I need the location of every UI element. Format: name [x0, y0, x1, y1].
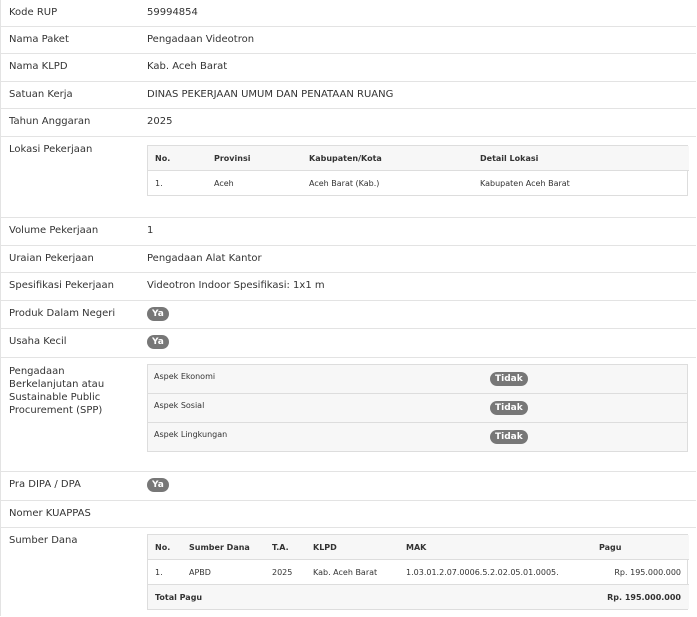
- pra-dipa-badge: Ya: [147, 478, 169, 492]
- row-nomer-kuappas: [1, 501, 696, 528]
- nomer-kuappas-value: [140, 501, 696, 527]
- uraian-pekerjaan-value: Pengadaan Alat Kantor: [147, 253, 262, 264]
- spp-aspects-container: [140, 358, 696, 471]
- kode-rup-value: 59994854: [147, 7, 198, 18]
- usaha-kecil-cell: [140, 329, 696, 357]
- row-spesifikasi-pekerjaan: [1, 273, 696, 301]
- total-pagu-label: Total Pagu: [155, 592, 203, 602]
- satuan-kerja-value: DINAS PEKERJAAN UMUM DAN PENATAAN RUANG: [147, 89, 394, 100]
- aspect-lingkungan-label: Aspek Lingkungan: [154, 430, 228, 439]
- lokasi-col-provinsi: Provinsi: [207, 146, 302, 171]
- lokasi-cell-no: 1.: [155, 178, 163, 188]
- sumber-cell-sumber-dana: APBD: [189, 567, 211, 577]
- row-satuan-kerja: [1, 82, 696, 109]
- spesifikasi-pekerjaan-label: Spesifikasi Pekerjaan: [9, 280, 114, 291]
- row-tahun-anggaran: [1, 109, 696, 137]
- sumber-cell-no: 1.: [155, 567, 163, 577]
- lokasi-cell-provinsi: Aceh: [214, 178, 234, 188]
- sumber-cell-klpd: Kab. Aceh Barat: [313, 567, 378, 577]
- usaha-kecil-badge: Ya: [147, 335, 169, 349]
- sumber-col-sumber-dana: Sumber Dana: [182, 535, 265, 560]
- sumber-cell-pagu: Rp. 195.000.000: [614, 567, 681, 577]
- aspect-ekonomi-label: Aspek Ekonomi: [154, 372, 216, 381]
- sumber-col-pagu: Pagu: [592, 535, 689, 560]
- table-row: [148, 171, 689, 196]
- pra-dipa-cell: [140, 472, 696, 500]
- row-usaha-kecil: [1, 329, 696, 358]
- aspect-ekonomi-badge: Tidak: [490, 372, 528, 386]
- total-pagu-value: Rp. 195.000.000: [607, 592, 681, 602]
- nama-paket-label: Nama Paket: [9, 34, 69, 45]
- produk-dalam-negeri-label: Produk Dalam Negeri: [9, 308, 116, 319]
- lokasi-table-header: [148, 146, 689, 171]
- aspect-sosial: [148, 394, 687, 423]
- aspect-ekonomi: [148, 365, 687, 394]
- sumber-dana-table: [148, 535, 689, 609]
- aspect-sosial-label: Aspek Sosial: [154, 401, 205, 410]
- total-pagu-row: [148, 585, 689, 610]
- uraian-pekerjaan-label: Uraian Pekerjaan: [9, 253, 94, 264]
- row-produk-dalam-negeri: [1, 301, 696, 329]
- sumber-dana-table-header: [148, 535, 689, 560]
- lokasi-table: [148, 146, 689, 195]
- aspect-lingkungan: [148, 423, 687, 451]
- nomer-kuappas-label: Nomer KUAPPAS: [9, 508, 91, 519]
- lokasi-cell-kabupaten: Aceh Barat (Kab.): [309, 178, 380, 188]
- usaha-kecil-label: Usaha Kecil: [9, 336, 67, 347]
- spp-aspects-box: [147, 364, 688, 452]
- nama-klpd-label: Nama KLPD: [9, 61, 68, 72]
- volume-pekerjaan-value: 1: [147, 225, 154, 236]
- sumber-dana-table-container: [140, 528, 696, 616]
- nama-paket-value: Pengadaan Videotron: [147, 34, 255, 45]
- sumber-dana-table-box: [147, 534, 688, 610]
- lokasi-col-no: No.: [148, 146, 207, 171]
- sumber-col-ta: T.A.: [265, 535, 306, 560]
- table-row: [148, 560, 689, 585]
- sumber-dana-label: Sumber Dana: [9, 535, 78, 546]
- produk-dalam-negeri-badge: Ya: [147, 307, 169, 321]
- sumber-col-klpd: KLPD: [306, 535, 399, 560]
- row-nama-klpd: [1, 54, 696, 82]
- lokasi-col-detail: Detail Lokasi: [473, 146, 689, 171]
- satuan-kerja-label: Satuan Kerja: [9, 89, 73, 100]
- nama-klpd-value: Kab. Aceh Barat: [147, 61, 228, 72]
- aspect-lingkungan-badge: Tidak: [490, 430, 528, 444]
- pra-dipa-label: Pra DIPA / DPA: [9, 479, 81, 490]
- sumber-col-no: No.: [148, 535, 182, 560]
- lokasi-cell-detail: Kabupaten Aceh Barat: [480, 178, 570, 188]
- row-sumber-dana: [1, 528, 696, 616]
- sumber-cell-ta: 2025: [272, 567, 293, 577]
- row-kode-rup: [1, 0, 696, 27]
- row-pra-dipa: [1, 472, 696, 501]
- sumber-cell-mak: 1.03.01.2.07.0006.5.2.02.05.01.0005.: [406, 567, 559, 577]
- row-spp: [1, 358, 696, 472]
- lokasi-table-container: [140, 137, 696, 217]
- row-nama-paket: [1, 27, 696, 54]
- produk-dalam-negeri-cell: [140, 301, 696, 328]
- volume-pekerjaan-label: Volume Pekerjaan: [9, 225, 99, 236]
- row-volume-pekerjaan: [1, 218, 696, 246]
- spesifikasi-pekerjaan-value: Videotron Indoor Spesifikasi: 1x1 m: [147, 280, 325, 291]
- lokasi-table-box: [147, 145, 688, 196]
- sumber-col-mak: MAK: [399, 535, 592, 560]
- spp-label: Pengadaan Berkelanjutan atau Sustainable Public Procurement (SPP): [9, 366, 105, 416]
- lokasi-col-kabupaten: Kabupaten/Kota: [302, 146, 473, 171]
- lokasi-pekerjaan-label: Lokasi Pekerjaan: [9, 144, 93, 155]
- tahun-anggaran-value: 2025: [147, 116, 173, 127]
- row-lokasi-pekerjaan: [1, 137, 696, 218]
- aspect-sosial-badge: Tidak: [490, 401, 528, 415]
- kode-rup-label: Kode RUP: [9, 7, 58, 18]
- row-uraian-pekerjaan: [1, 246, 696, 273]
- tahun-anggaran-label: Tahun Anggaran: [9, 116, 91, 127]
